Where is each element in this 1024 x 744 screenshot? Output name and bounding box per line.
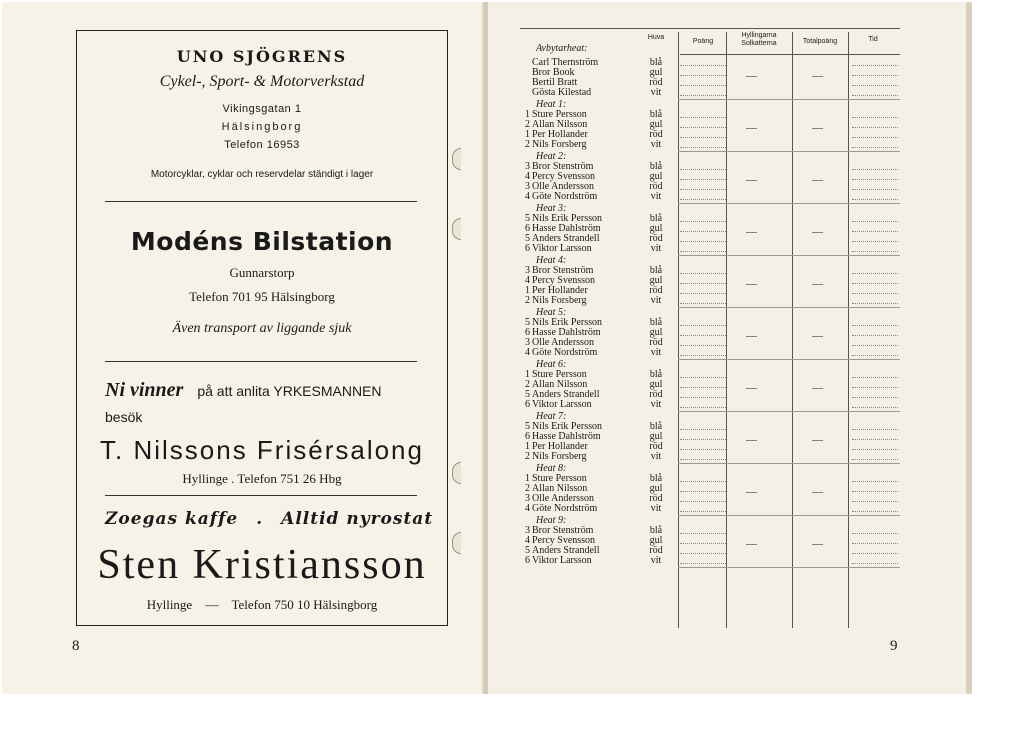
cap-color: blå	[649, 317, 663, 328]
points-blank	[680, 303, 726, 304]
runner-name: Bror Stenström	[532, 525, 594, 536]
cap-color: gul	[649, 171, 663, 183]
points-blank	[680, 221, 726, 222]
header-total: Totalpoäng	[802, 38, 838, 45]
runner-number: 3	[525, 493, 530, 505]
runner-number: 5	[525, 317, 530, 328]
table-top-rule	[520, 28, 900, 29]
ad-sten-contact	[77, 597, 447, 613]
cap-color: vit	[650, 399, 662, 411]
points-blank	[680, 449, 726, 450]
table-header-rule	[680, 54, 900, 55]
time-blank	[852, 231, 898, 232]
runner-number: 3	[525, 265, 530, 276]
runner-name: Per Hollander	[532, 285, 588, 297]
group-separator	[678, 515, 900, 516]
group-separator	[678, 411, 900, 412]
header-huva: Huva	[647, 34, 665, 41]
runner-name: Anders Strandell	[532, 233, 600, 245]
ad-uno-address: Vikingsgatan 1	[222, 103, 302, 115]
ads-box	[76, 30, 448, 626]
time-blank	[852, 533, 898, 534]
total-dash: —	[812, 226, 823, 239]
team-dash: —	[746, 226, 757, 239]
cap-color: gul	[649, 67, 663, 79]
cap-color: röd	[649, 233, 663, 245]
table-row	[520, 244, 900, 254]
cap-color: blå	[649, 161, 663, 172]
header-event: Avbytarheat:	[536, 43, 588, 54]
heat-label: Heat 1:	[536, 98, 567, 110]
runner-number: 2	[525, 295, 530, 307]
ad-modens-title: Modéns Bilstation	[130, 227, 394, 256]
runner-number: 2	[525, 451, 530, 463]
time-blank	[852, 439, 898, 440]
ad-uno-city: Hälsingborg	[221, 121, 303, 133]
punch-hole	[452, 532, 461, 554]
divider-2	[105, 361, 417, 362]
team-dash: —	[746, 70, 757, 83]
points-blank	[680, 429, 726, 430]
time-blank	[852, 481, 898, 482]
points-blank	[680, 407, 726, 408]
cap-color: blå	[649, 421, 663, 432]
ad-sten-dash: —	[205, 597, 219, 612]
runner-name: Sture Persson	[532, 473, 587, 484]
cap-color: röd	[649, 545, 663, 557]
runner-number: 1	[525, 369, 530, 380]
points-blank	[680, 199, 726, 200]
runner-name: Göte Nordström	[532, 191, 598, 203]
runner-number: 4	[525, 503, 530, 515]
runner-name: Per Hollander	[532, 441, 588, 453]
ad-uno-subtitle: Cykel-, Sport- & Motorverkstad	[159, 73, 365, 90]
table-row	[520, 452, 900, 462]
runner-number: 4	[525, 347, 530, 359]
ad-zoegas-right: Alltid nyrostat	[281, 509, 434, 529]
points-blank	[680, 95, 726, 96]
table-row	[520, 348, 900, 358]
ad-sten-name: Sten Kristiansson	[97, 542, 427, 588]
runner-name: Allan Nilsson	[532, 483, 588, 495]
runner-number: 3	[525, 161, 530, 172]
group-separator	[678, 255, 900, 256]
points-blank	[680, 273, 726, 274]
heat-label: Heat 6:	[536, 358, 567, 370]
table-row	[520, 556, 900, 566]
total-dash: —	[812, 70, 823, 83]
runner-name: Nils Forsberg	[532, 139, 587, 151]
runner-number: 3	[525, 525, 530, 536]
ad-zoegas	[105, 509, 434, 529]
ad-nilsson-name: T. Nilssons Frisérsalong	[100, 435, 424, 465]
cap-color: vit	[650, 347, 662, 359]
points-blank	[680, 459, 726, 460]
runner-name: Viktor Larsson	[532, 555, 592, 567]
total-dash: —	[812, 434, 823, 447]
ad-modens-tagline: Även transport av liggande sjuk	[172, 321, 352, 336]
points-blank	[680, 439, 726, 440]
points-blank	[680, 345, 726, 346]
runner-number: 2	[525, 483, 530, 495]
group-separator	[678, 203, 900, 204]
runner-number: 1	[525, 285, 530, 297]
time-blank	[852, 221, 898, 222]
group-separator	[678, 567, 900, 568]
runner-number: 1	[525, 441, 530, 453]
heat-label: Heat 5:	[536, 306, 567, 318]
cap-color: röd	[649, 337, 663, 349]
total-dash: —	[812, 382, 823, 395]
ad-sten-place: Hyllinge	[146, 597, 193, 612]
runner-number: 4	[525, 171, 530, 183]
time-blank	[852, 65, 898, 66]
cap-color: blå	[649, 525, 663, 536]
table-row	[520, 400, 900, 410]
time-blank	[852, 511, 898, 512]
runner-number: 6	[525, 555, 530, 567]
time-blank	[852, 325, 898, 326]
cap-color: röd	[649, 441, 663, 453]
time-blank	[852, 251, 898, 252]
points-blank	[680, 377, 726, 378]
time-blank	[852, 377, 898, 378]
runner-name: Göte Nordström	[532, 503, 598, 515]
points-blank	[680, 85, 726, 86]
cap-color: vit	[650, 139, 662, 151]
ad-nilsson-visit: besök	[105, 409, 143, 425]
team-dash: —	[746, 278, 757, 291]
ad-zoegas-left: Zoegas kaffe	[105, 509, 239, 529]
ad-nilsson-script: Ni vinner	[105, 379, 184, 401]
time-blank	[852, 169, 898, 170]
time-blank	[852, 85, 898, 86]
time-blank	[852, 563, 898, 564]
runner-number: 2	[525, 119, 530, 131]
runner-number: 5	[525, 213, 530, 224]
cap-color: gul	[649, 327, 663, 339]
runner-number: 6	[525, 399, 530, 411]
runner-name: Hasse Dahlström	[532, 327, 601, 339]
runner-name: Sture Persson	[532, 369, 587, 380]
time-blank	[852, 137, 898, 138]
heat-label: Heat 7:	[536, 410, 567, 422]
time-blank	[852, 95, 898, 96]
runner-number: 1	[525, 129, 530, 141]
runner-name: Gösta Kilestad	[532, 87, 592, 99]
heat-label: Heat 4:	[536, 254, 567, 266]
header-poang: Poäng	[692, 38, 714, 45]
cap-color: blå	[649, 265, 663, 276]
group-separator	[678, 99, 900, 100]
points-blank	[680, 553, 726, 554]
heat-label: Heat 8:	[536, 462, 567, 474]
total-dash: —	[812, 330, 823, 343]
cap-color: röd	[649, 77, 663, 89]
runner-name: Nils Erik Persson	[532, 317, 602, 328]
cap-color: röd	[649, 493, 663, 505]
team-dash: —	[746, 486, 757, 499]
team-dash: —	[746, 382, 757, 395]
points-blank	[680, 491, 726, 492]
runner-number: 4	[525, 535, 530, 547]
page-number-right: 9	[890, 638, 898, 654]
ad-modens-phone: Telefon 701 95 Hälsingborg	[189, 289, 335, 304]
points-blank	[680, 325, 726, 326]
heat-label: Heat 3:	[536, 202, 567, 214]
team-dash: —	[746, 538, 757, 551]
runner-name: Percy Svensson	[532, 171, 596, 183]
runner-name: Allan Nilsson	[532, 379, 588, 391]
cap-color: vit	[650, 243, 662, 255]
runner-number: 6	[525, 431, 530, 443]
runner-name: Carl Thernström	[532, 57, 599, 68]
points-blank	[680, 563, 726, 564]
runner-name: Olle Andersson	[532, 337, 594, 349]
cap-color: blå	[649, 109, 663, 120]
runner-number: 1	[525, 109, 530, 120]
group-separator	[678, 307, 900, 308]
runner-number: 4	[525, 275, 530, 287]
runner-name: Anders Strandell	[532, 389, 600, 401]
runner-name: Hasse Dahlström	[532, 223, 601, 235]
time-blank	[852, 303, 898, 304]
points-blank	[680, 117, 726, 118]
cap-color: gul	[649, 535, 663, 547]
points-blank	[680, 189, 726, 190]
time-blank	[852, 407, 898, 408]
points-blank	[680, 241, 726, 242]
runner-name: Hasse Dahlström	[532, 431, 601, 443]
runner-name: Viktor Larsson	[532, 399, 592, 411]
time-blank	[852, 241, 898, 242]
runner-name: Bror Book	[532, 67, 575, 79]
ad-nilsson-rest: på att anlita YRKESMANNEN	[197, 383, 382, 399]
points-blank	[680, 543, 726, 544]
table-row	[520, 504, 900, 514]
time-blank	[852, 199, 898, 200]
cap-color: röd	[649, 389, 663, 401]
runner-number: 5	[525, 233, 530, 245]
points-blank	[680, 397, 726, 398]
table-row	[520, 140, 900, 150]
table-row	[520, 296, 900, 306]
cap-color: vit	[650, 191, 662, 203]
ad-sten-phone: Telefon 750 10 Hälsingborg	[231, 597, 378, 612]
time-blank	[852, 449, 898, 450]
time-blank	[852, 283, 898, 284]
cap-color: gul	[649, 119, 663, 131]
runner-name: Percy Svensson	[532, 535, 596, 547]
table-row	[520, 58, 900, 68]
time-blank	[852, 355, 898, 356]
time-blank	[852, 459, 898, 460]
page-number-left: 8	[72, 638, 80, 654]
team-dash: —	[746, 434, 757, 447]
cap-color: röd	[649, 181, 663, 193]
runner-number: 6	[525, 223, 530, 235]
cap-color: gul	[649, 275, 663, 287]
points-blank	[680, 355, 726, 356]
punch-hole	[452, 462, 461, 484]
points-blank	[680, 293, 726, 294]
points-blank	[680, 179, 726, 180]
runner-name: Bror Stenström	[532, 265, 594, 276]
points-blank	[680, 501, 726, 502]
runner-number: 6	[525, 243, 530, 255]
runner-number: 3	[525, 337, 530, 349]
runner-name: Olle Andersson	[532, 181, 594, 193]
cap-color: vit	[650, 87, 662, 99]
runner-number: 6	[525, 327, 530, 339]
runner-name: Bertil Bratt	[532, 77, 578, 89]
time-blank	[852, 501, 898, 502]
runner-number: 5	[525, 421, 530, 432]
runner-name: Viktor Larsson	[532, 243, 592, 255]
runner-name: Nils Erik Persson	[532, 421, 602, 432]
time-blank	[852, 543, 898, 544]
points-blank	[680, 481, 726, 482]
team-dash: —	[746, 122, 757, 135]
cap-color: blå	[649, 57, 663, 68]
points-blank	[680, 169, 726, 170]
ad-uno-phone: Telefon 16953	[224, 139, 300, 151]
points-blank	[680, 75, 726, 76]
group-separator	[678, 463, 900, 464]
points-blank	[680, 335, 726, 336]
points-blank	[680, 137, 726, 138]
time-blank	[852, 397, 898, 398]
cap-color: vit	[650, 555, 662, 567]
group-separator	[678, 151, 900, 152]
runner-name: Allan Nilsson	[532, 119, 588, 131]
ad-nilsson-phone: Hyllinge . Telefon 751 26 Hbg	[182, 471, 342, 486]
time-blank	[852, 429, 898, 430]
runner-number: 5	[525, 545, 530, 557]
runner-name: Percy Svensson	[532, 275, 596, 287]
cap-color: röd	[649, 129, 663, 141]
time-blank	[852, 387, 898, 388]
runner-number: 2	[525, 379, 530, 391]
points-blank	[680, 533, 726, 534]
total-dash: —	[812, 486, 823, 499]
cap-color: gul	[649, 483, 663, 495]
punch-hole	[452, 148, 461, 170]
table-row	[520, 88, 900, 98]
runner-name: Per Hollander	[532, 129, 588, 141]
runner-name: Göte Nordström	[532, 347, 598, 359]
header-tid: Tid	[868, 36, 878, 43]
time-blank	[852, 179, 898, 180]
runner-name: Nils Forsberg	[532, 295, 587, 307]
time-blank	[852, 553, 898, 554]
points-blank	[680, 147, 726, 148]
cap-color: gul	[649, 379, 663, 391]
heat-label: Heat 9:	[536, 514, 567, 526]
time-blank	[852, 335, 898, 336]
ad-zoegas-dot: .	[256, 509, 264, 529]
team-dash: —	[746, 330, 757, 343]
cap-color: blå	[649, 369, 663, 380]
runner-name: Bror Stenström	[532, 161, 594, 172]
header-hyllinge: Hyllingarna Solkatterna	[741, 32, 777, 47]
divider-3	[105, 495, 417, 496]
points-blank	[680, 231, 726, 232]
runner-name: Sture Persson	[532, 109, 587, 120]
runner-number: 5	[525, 389, 530, 401]
race-results-table	[520, 32, 900, 628]
time-blank	[852, 293, 898, 294]
points-blank	[680, 127, 726, 128]
table-row	[520, 68, 900, 78]
cap-color: vit	[650, 451, 662, 463]
time-blank	[852, 117, 898, 118]
cap-color: blå	[649, 213, 663, 224]
cap-color: vit	[650, 503, 662, 515]
total-dash: —	[812, 538, 823, 551]
points-blank	[680, 283, 726, 284]
cap-color: gul	[649, 223, 663, 235]
ad-modens-place: Gunnarstorp	[229, 265, 295, 280]
left-page	[2, 2, 484, 694]
punch-hole	[452, 218, 461, 240]
points-blank	[680, 387, 726, 388]
time-blank	[852, 75, 898, 76]
cap-color: vit	[650, 295, 662, 307]
runner-name: Nils Erik Persson	[532, 213, 602, 224]
total-dash: —	[812, 278, 823, 291]
team-dash: —	[746, 174, 757, 187]
cap-color: gul	[649, 431, 663, 443]
runner-number: 2	[525, 139, 530, 151]
time-blank	[852, 273, 898, 274]
heat-label: Heat 2:	[536, 150, 567, 162]
divider-1	[105, 201, 417, 202]
cap-color: blå	[649, 473, 663, 484]
time-blank	[852, 491, 898, 492]
runner-number: 3	[525, 181, 530, 193]
group-separator	[678, 359, 900, 360]
time-blank	[852, 147, 898, 148]
table-row	[520, 192, 900, 202]
runner-number: 1	[525, 473, 530, 484]
total-dash: —	[812, 174, 823, 187]
total-dash: —	[812, 122, 823, 135]
time-blank	[852, 189, 898, 190]
ad-uno-title: UNO SJÖGRENS	[176, 47, 348, 66]
points-blank	[680, 511, 726, 512]
page-edge	[966, 2, 972, 694]
points-blank	[680, 65, 726, 66]
runner-name: Olle Andersson	[532, 493, 594, 505]
ad-uno-tagline: Motorcyklar, cyklar och reservdelar ständigt i lager	[150, 169, 374, 180]
runner-name: Nils Forsberg	[532, 451, 587, 463]
runner-name: Anders Strandell	[532, 545, 600, 557]
points-blank	[680, 251, 726, 252]
ad-nilsson-headline	[105, 379, 382, 402]
time-blank	[852, 345, 898, 346]
runner-number: 4	[525, 191, 530, 203]
cap-color: röd	[649, 285, 663, 297]
time-blank	[852, 127, 898, 128]
